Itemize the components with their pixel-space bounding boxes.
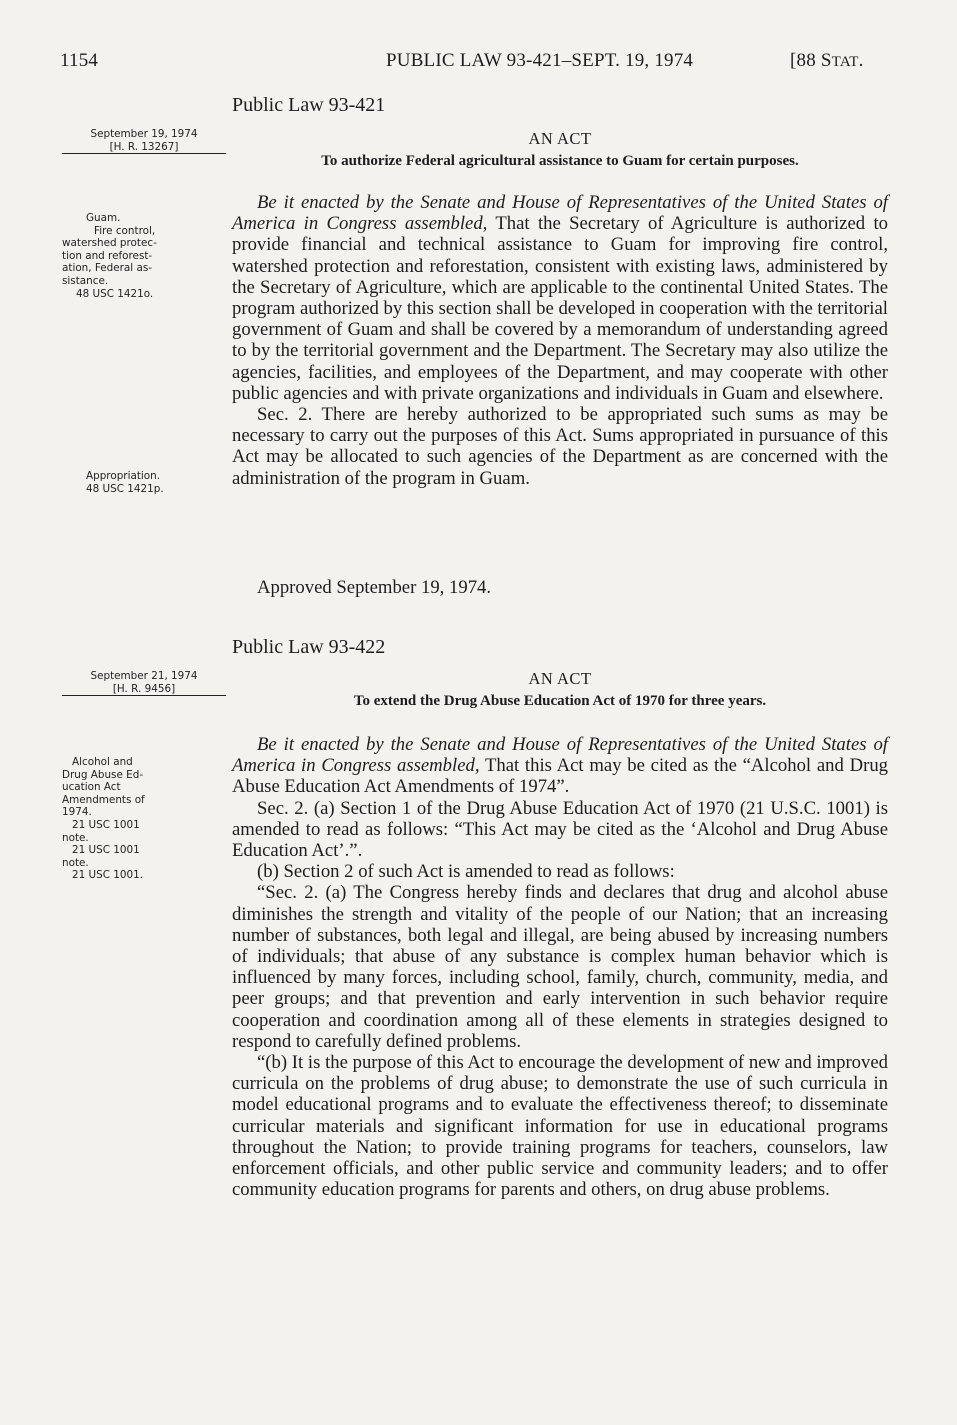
volume-smallcaps: TAT: [831, 54, 859, 70]
law1-section-1: [232, 192, 888, 404]
law2-section-2b: (b) Section 2 of such Act is amended to read as follows:: [257, 861, 675, 883]
law2-usc-cite-1-note: note.: [62, 831, 89, 844]
margin-note-line: Amendments of: [62, 793, 145, 806]
law1-purpose: To authorize Federal agricultural assistance to Guam for certain purposes.: [321, 153, 799, 169]
margin-note-line: Alcohol and: [72, 756, 133, 768]
law2-margin-note: [62, 756, 212, 882]
page-number: 1154: [60, 50, 99, 71]
law2-section-1: [232, 734, 888, 798]
law2-usc-cite-3: 21 USC 1001.: [72, 869, 144, 882]
margin-note-line: Fire control,: [94, 224, 156, 237]
law1-section-2: [232, 404, 888, 489]
margin-note-line: ation, Federal as-: [62, 262, 153, 275]
law2-sec2-label: Sec. 2.: [257, 797, 309, 819]
law1-sec2-label: Sec. 2.: [257, 404, 313, 426]
law2-margin-date: [62, 670, 226, 696]
law2-quoted-a-text: (a) The Congress hereby finds and declares that drug and alcohol abuse diminishes the strength and vitality of the people of our Nation; that an increasing number of substances, both legal and illegal, are being abused by increasing numbers of individuals; that abuse of any substance is complex human behavior which is influenced by many forces, including school, family, church, community, media, and peer groups; and that prevention and early intervention in such behavior require cooperation and coordination among all of these elements in strategies designed to respond to carefully defined problems.: [232, 882, 889, 1052]
volume-suffix: .: [858, 50, 864, 71]
law1-enacting-clause: Be it enacted by the Senate and House of Representatives of the United States of America in Congress assembled,: [232, 192, 888, 235]
law2-quoted-a-label: “Sec. 2.: [257, 882, 319, 904]
margin-note-line: sistance.: [62, 274, 109, 287]
law1-margin-note: [62, 212, 222, 300]
law1-act-label: AN ACT: [528, 129, 592, 148]
law1-body: [232, 192, 888, 489]
law1-bill-number: [H. R. 13267]: [62, 141, 226, 155]
appropriation-margin-note: [86, 470, 226, 495]
law2-usc-cite-2: 21 USC 1001: [72, 844, 140, 857]
volume-reference: [790, 50, 864, 72]
law2-quoted-2a: [232, 882, 888, 1052]
law1-usc-cite: 48 USC 1421o.: [76, 287, 154, 300]
law2-act-label: AN ACT: [528, 669, 592, 688]
law2-date: September 21, 1974: [90, 670, 198, 682]
margin-note-line: watershed protec-: [62, 237, 157, 250]
appropriation-label: Appropriation.: [86, 470, 161, 482]
margin-note-line: Guam.: [86, 212, 121, 224]
law2-purpose: To extend the Drug Abuse Education Act of 1970 for three years.: [353, 693, 767, 709]
law2-sec2a-text: (a) Section 1 of the Drug Abuse Education Act of 1970 (21 U.S.C. 1001) is amended to read as follows: “This Act may be cited as the ‘Alcohol and Drug Abuse Education Act’.”.: [232, 797, 889, 862]
law1-approved: Approved September 19, 1974.: [257, 577, 492, 598]
margin-note-line: ucation Act: [62, 781, 121, 794]
margin-note-line: tion and reforest-: [62, 249, 153, 262]
volume-prefix: [88 S: [790, 50, 832, 71]
law2-bill-number: [H. R. 9456]: [62, 683, 226, 697]
law1-date: September 19, 1974: [90, 128, 198, 140]
law1-margin-date: [62, 128, 226, 154]
margin-note-line: Drug Abuse Ed-: [62, 768, 144, 781]
law2-body: [232, 734, 888, 1200]
law2-usc-cite-1: 21 USC 1001: [72, 818, 140, 831]
law2-title: Public Law 93-422: [232, 636, 386, 658]
law1-sec2-text: There are hereby authorized to be appropriated such sums as may be necessary to carry out the purposes of this Act. Sums appropriated in pursuance of this Act may be allocated to such agencies of the Department as are concerned with the administration of the program in Guam.: [232, 404, 888, 489]
margin-note-line: 1974.: [62, 806, 92, 819]
law2-usc-cite-2-note: note.: [62, 856, 89, 869]
law2-quoted-2b: “(b) It is the purpose of this Act to encourage the development of new and improved curricula on the problems of drug abuse; to demonstrate the use of such curricula in model educational programs and to evaluate the effectiveness thereof; to disseminate curricular materials and significant information for use in educational programs throughout the Nation; to provide training programs for teachers, counselors, law enforcement officials, and other public service and community leaders; and to offer community education programs for parents and others, on drug abuse problems.: [232, 1052, 888, 1201]
appropriation-cite: 48 USC 1421p.: [86, 482, 164, 495]
law1-title: Public Law 93-421: [232, 94, 386, 116]
law2-section-2a: [232, 798, 888, 862]
law1-sec1-text: That the Secretary of Agriculture is authorized to provide financial and technical assistance to Guam for improving fire control, watershed protection and reforestation, consistent with existing laws, administered by the Secretary of Agriculture, which are applicable to the continental United States. The program authorized by this section shall be developed in cooperation with the territorial government of Guam and shall be covered by a memorandum of understanding agreed to by the territorial government and the Department. The Secretary may also utilize the agencies, facilities, and employees of the Department, and may cooperate with other public agencies and with private organizations and individuals in Guam and elsewhere.: [232, 213, 888, 404]
running-header-title: PUBLIC LAW 93-421–SEPT. 19, 1974: [386, 50, 694, 71]
law2-sec1-text: That this Act may be cited as the “Alcohol and Drug Abuse Education Act Amendments of 1974”.: [232, 755, 889, 798]
law2-enacting-clause: Be it enacted by the Senate and House of Representatives of the United States of America in Congress assembled,: [232, 734, 888, 777]
